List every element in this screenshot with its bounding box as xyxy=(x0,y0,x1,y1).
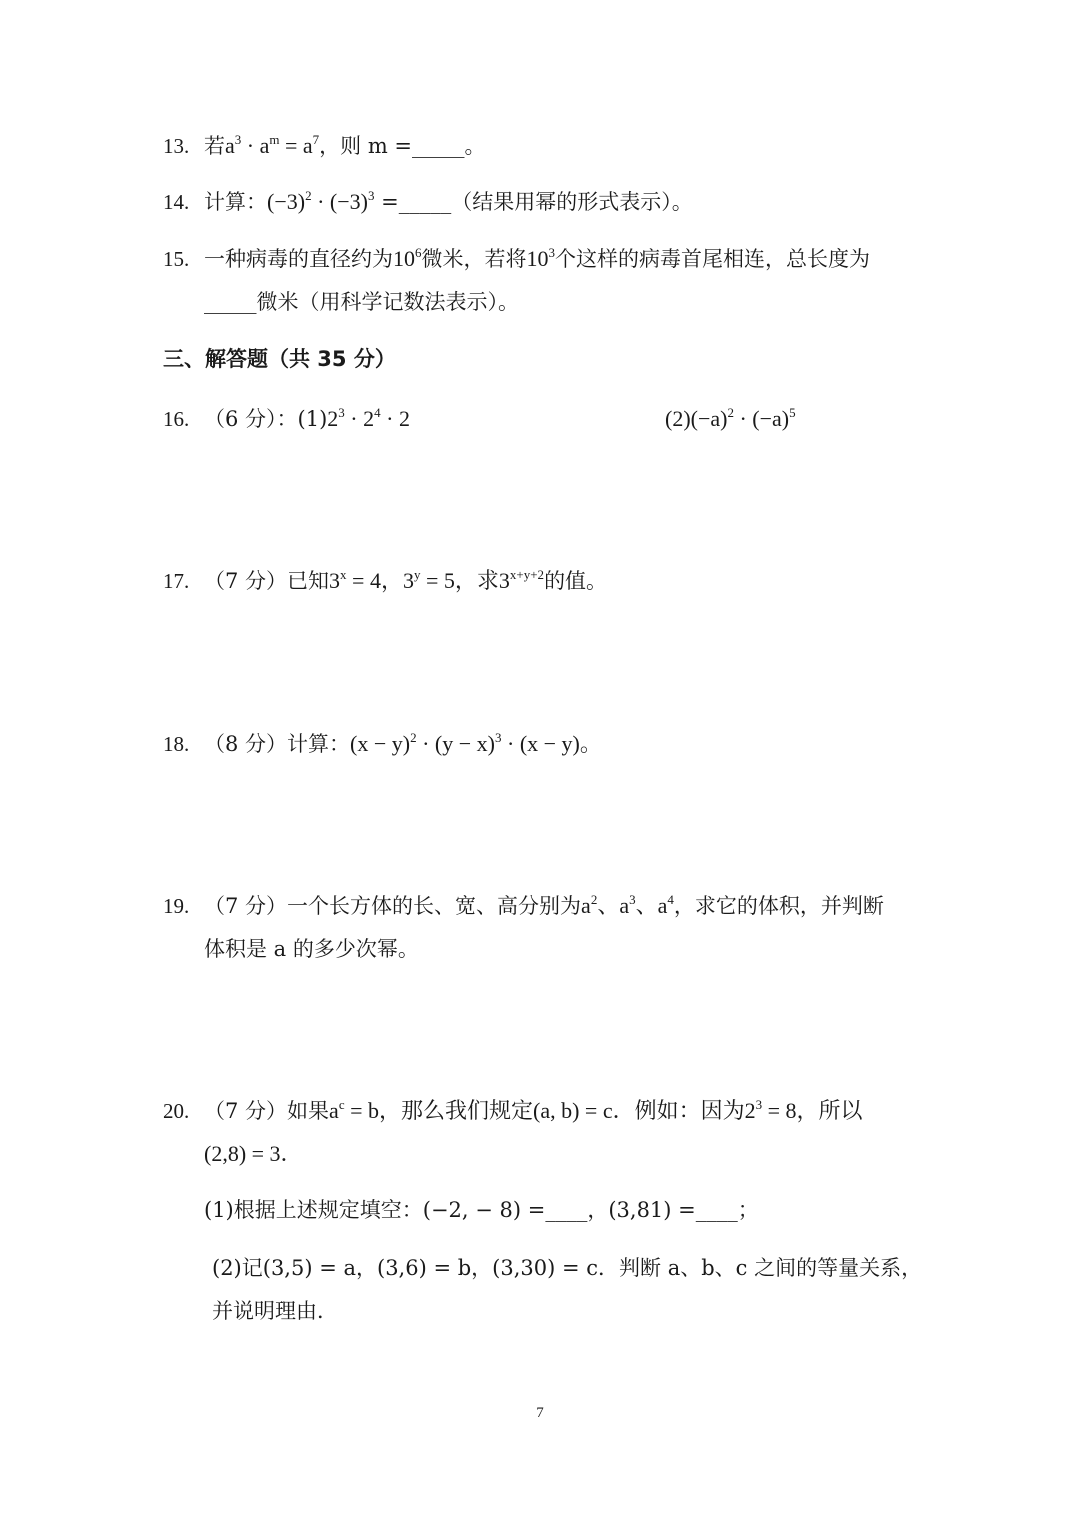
question-part-2: $(2)(-a)^2 \cdot (-a)^5$ xyxy=(665,405,796,431)
page-number: 7 xyxy=(536,1405,544,1421)
question-text: 若$a^3 \cdot a^m = a^7$，则 m =_____。 xyxy=(204,132,486,158)
question-text: 计算：$(-3)^2 \cdot (-3)^3$ =_____（结果用幂的形式表示）。 xyxy=(204,188,693,214)
question-text: （7 分）如果$a^c = b$，那么我们规定(a, b) = c．例如：因为$2^3 = 8$，所以 xyxy=(204,1097,863,1123)
question-text: 一种病毒的直径约为$10^6$微米，若将$10^3$个这样的病毒首尾相连，总长度为 xyxy=(204,245,870,271)
question-number: 13. xyxy=(163,134,190,158)
question-text: （7 分）已知$3^x = 4$，$3^y = 5$，求$3^{x+y+2}$的值。 xyxy=(204,567,608,593)
question-text: （8 分）计算：$(x - y)^2 \cdot (y - x)^3 \cdot (x - y)$。 xyxy=(204,730,602,756)
question-number: 17. xyxy=(163,569,190,593)
section-heading: 三、解答题（共 35 分） xyxy=(163,347,396,371)
question-part-1: （6 分）：$(1)2^3 \cdot 2^4 \cdot 2$ xyxy=(204,405,410,431)
question-number: 14. xyxy=(163,190,190,214)
question-number: 15. xyxy=(163,247,190,271)
question-number: 19. xyxy=(163,894,190,918)
question-number: 16. xyxy=(163,407,190,431)
question-number: 20. xyxy=(163,1099,190,1123)
question-text: （7 分）一个长方体的长、宽、高分别为$a^2$、$a^3$、$a^4$，求它的体积，并判断 xyxy=(204,892,884,918)
question-number: 18. xyxy=(163,732,190,756)
